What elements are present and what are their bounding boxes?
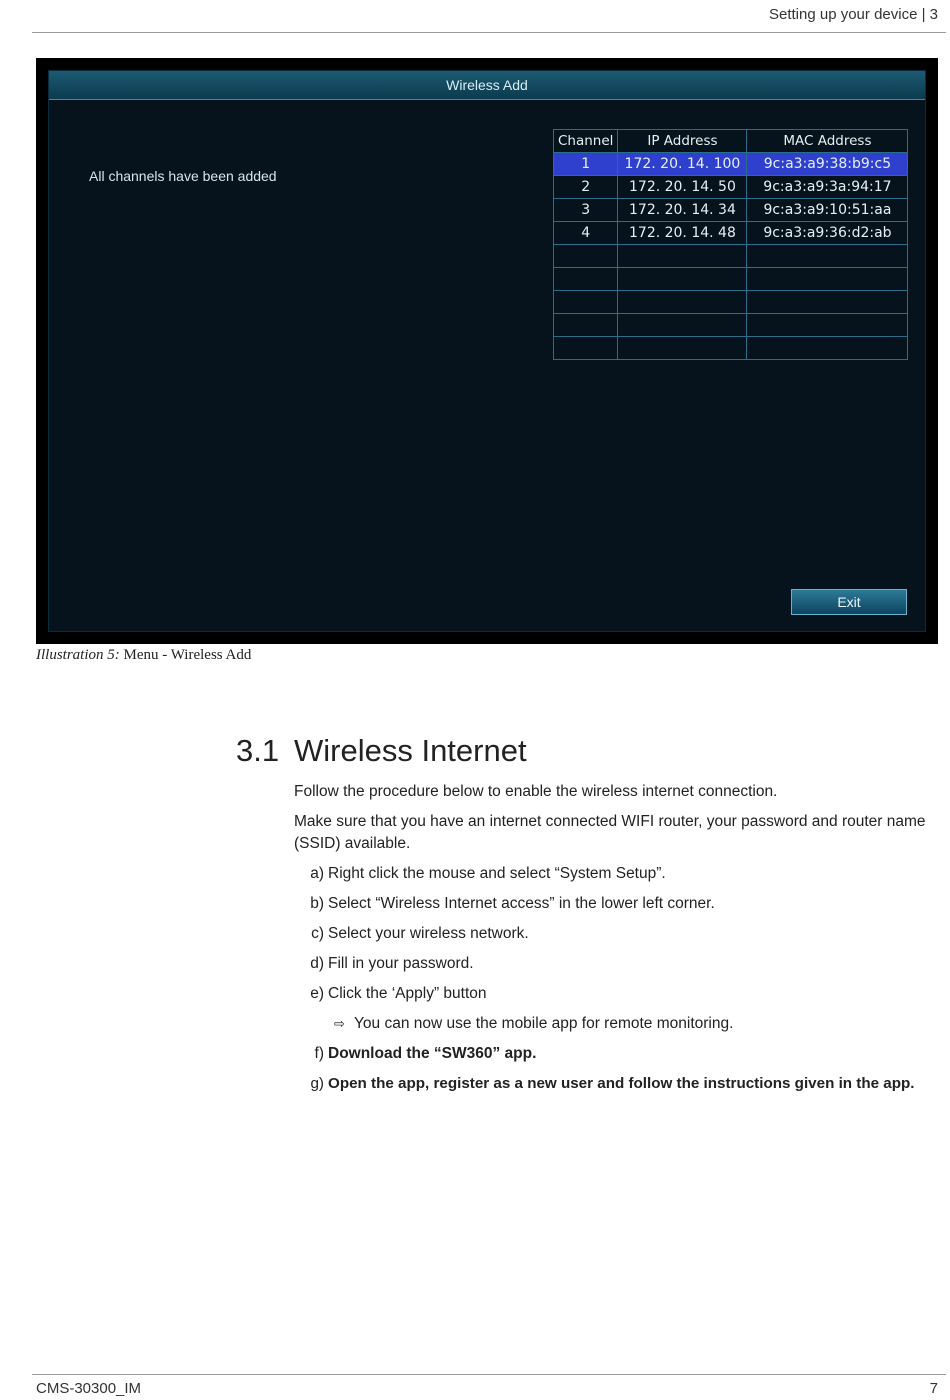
prerequisite-paragraph: Make sure that you have an internet connected WIFI router, your password and router name (SSID) available. <box>294 813 926 852</box>
channel-table <box>553 129 908 360</box>
step-text: Select your wireless network. <box>328 925 529 942</box>
step-label: b) <box>310 895 324 912</box>
intro-paragraph: Follow the procedure below to enable the wireless internet connection. <box>294 783 778 800</box>
section-heading <box>236 733 527 769</box>
table-row-empty <box>554 337 908 360</box>
table-row[interactable] <box>554 222 908 245</box>
section-number: 3.1 <box>236 733 280 768</box>
channel-cell <box>554 314 618 337</box>
figure-caption <box>36 647 251 664</box>
ip-cell: 172. 20. 14. 48 <box>618 222 747 245</box>
table-header-row <box>554 130 908 153</box>
step-text: Open the app, register as a new user and follow the instructions given in the app. <box>328 1075 915 1092</box>
step-text: Click the ‘Apply” button <box>328 985 487 1002</box>
step-b <box>300 893 950 915</box>
ip-cell: 172. 20. 14. 50 <box>618 176 747 199</box>
document-id: CMS-30300_IM <box>36 1380 142 1397</box>
table-row-empty <box>554 268 908 291</box>
arrow-right-icon: ⇨ <box>334 1016 345 1031</box>
step-label: f) <box>314 1045 324 1062</box>
channel-cell: 1 <box>554 153 618 176</box>
step-text: Download the “SW360” app. <box>328 1045 537 1062</box>
ip-cell: 172. 20. 14. 100 <box>618 153 747 176</box>
exit-button[interactable]: Exit <box>791 589 907 615</box>
table-row-empty <box>554 314 908 337</box>
ip-cell <box>618 291 747 314</box>
mac-cell: 9c:a3:a9:38:b9:c5 <box>747 153 908 176</box>
step-a <box>300 863 950 885</box>
channel-cell: 3 <box>554 199 618 222</box>
channel-cell: 4 <box>554 222 618 245</box>
mac-cell: 9c:a3:a9:10:51:aa <box>747 199 908 222</box>
ip-cell <box>618 245 747 268</box>
step-label: e) <box>310 985 324 1002</box>
step-result <box>334 1013 733 1035</box>
ip-cell <box>618 314 747 337</box>
mac-cell <box>747 245 908 268</box>
caption-text: Menu - Wireless Add <box>119 647 252 663</box>
column-header-mac: MAC Address <box>747 130 908 153</box>
step-label: a) <box>310 865 324 882</box>
mac-cell <box>747 337 908 360</box>
table-row[interactable] <box>554 176 908 199</box>
ip-cell <box>618 337 747 360</box>
status-message: All channels have been added <box>89 168 277 184</box>
step-label: d) <box>310 955 324 972</box>
mac-cell <box>747 291 908 314</box>
step-e <box>300 983 950 1005</box>
channel-cell <box>554 245 618 268</box>
window-title: Wireless Add <box>49 71 925 100</box>
channel-cell: 2 <box>554 176 618 199</box>
channel-cell <box>554 268 618 291</box>
table-row-empty <box>554 245 908 268</box>
step-g <box>300 1073 950 1095</box>
step-label: c) <box>311 925 324 942</box>
step-c <box>300 923 950 945</box>
mac-cell <box>747 268 908 291</box>
page-number: 7 <box>929 1380 938 1397</box>
screenshot-illustration <box>36 58 938 644</box>
step-text: Select “Wireless Internet access” in the lower left corner. <box>328 895 715 912</box>
running-header: Setting up your device | 3 <box>769 6 938 23</box>
step-label: g) <box>310 1075 324 1092</box>
footer-rule <box>32 1374 946 1375</box>
mac-cell: 9c:a3:a9:36:d2:ab <box>747 222 908 245</box>
step-text: Right click the mouse and select “System Setup”. <box>328 865 666 882</box>
table-row-empty <box>554 291 908 314</box>
mac-cell: 9c:a3:a9:3a:94:17 <box>747 176 908 199</box>
step-text: Fill in your password. <box>328 955 474 972</box>
mac-cell <box>747 314 908 337</box>
caption-label: Illustration 5: <box>36 647 120 663</box>
table-row[interactable] <box>554 153 908 176</box>
channel-cell <box>554 291 618 314</box>
ip-cell <box>618 268 747 291</box>
header-rule <box>32 32 946 33</box>
ip-cell: 172. 20. 14. 34 <box>618 199 747 222</box>
wireless-add-window <box>48 70 926 632</box>
step-d <box>300 953 950 975</box>
result-text: You can now use the mobile app for remote monitoring. <box>354 1015 734 1032</box>
channel-cell <box>554 337 618 360</box>
column-header-ip: IP Address <box>618 130 747 153</box>
table-row[interactable] <box>554 199 908 222</box>
step-f <box>300 1043 950 1065</box>
column-header-channel: Channel <box>554 130 618 153</box>
section-title: Wireless Internet <box>294 733 527 768</box>
